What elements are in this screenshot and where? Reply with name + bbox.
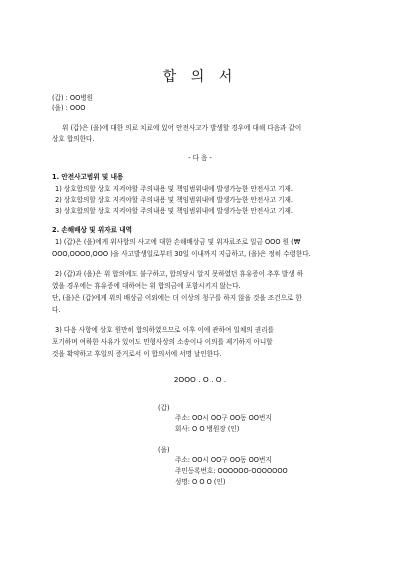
section2-para3-line-2: 포기하며 여하한 사유가 있어도 민형사상의 소송이나 이의를 제기하지 아니할 [52, 338, 273, 346]
signature-eul-name: 성명: O O O (인) [175, 478, 226, 486]
signature-gap-company: 회사: O O 병원장 (인) [175, 425, 240, 433]
heading-da-eum: - 다 음 - [188, 154, 212, 162]
signature-gap-address: 주소: OO시 OO구 OO동 OO번지 [175, 414, 272, 422]
section1-item-1: 1) 상호합의할 상호 지켜야할 주의내용 및 책임범위내에 발생가능한 안전사고 기재. [55, 185, 293, 193]
party-eul: (을) : OOO [52, 104, 86, 112]
section2-para2-line-4: 다. [52, 306, 61, 314]
section2-para1-line-2: OOO,OOOO,OOO )을 사고발생일로부터 30일 이내까지 지급하고, (을)은 정히 수령한다. [52, 250, 311, 258]
signature-eul-label: (을) [158, 446, 170, 454]
intro-line-2: 상호 합의한다. [52, 135, 95, 143]
section2-para3-line-3: 것을 확약하고 후일의 증거로서 이 합의서에 서명 날인한다. [52, 350, 222, 358]
section2-para2-line-1: 2) (갑)과 (을)은 위 합의에도 불구하고, 합의당시 알지 못하였던 휴유증이 추후 발생 하 [55, 270, 304, 278]
section2-heading: 2. 손해배상 및 위자료 내역 [52, 226, 132, 234]
signature-gap-label: (갑) [158, 404, 170, 412]
party-gap: (갑) : OO병원 [52, 94, 94, 102]
intro-line-1: 위 (갑)은 (을)에 대한 의료 치료에 있어 안전사고가 발생할 경우에 대해 다음과 같이 [62, 124, 302, 132]
document-title: 합 의 서 [162, 69, 238, 85]
section2-para1-line-1: 1) (갑)은 (을)에게 위사항의 사고에 대한 손해배상금 및 위자료조로 일금 OOO 원 (₩ [55, 238, 301, 246]
section2-para3-line-1: 3) 다음 사항에 상호 원만히 합의하였으므로 이후 이에 관하여 일체의 권리를 [55, 326, 274, 334]
agreement-date: 2OOO . O . O . [173, 375, 227, 384]
section1-heading: 1. 안전사고범위 및 내용 [52, 173, 124, 181]
section2-para2-line-2: 였을 경우에는 휴유증에 대하여는 위 합의금에 포함시키지 않는다. [52, 282, 241, 290]
section1-item-2: 2) 상호합의할 상호 지켜야할 주의내용 및 책임범위내에 발생가능한 안전사고 기재. [55, 196, 293, 204]
section2-para2-line-3: 단, (을)은 (갑)에게 위의 배상금 이외에는 더 이상의 청구를 하지 않을 것을 조건으로 한 [52, 294, 302, 302]
signature-eul-address: 주소: OO시 OO구 OO동 OO번지 [175, 456, 272, 464]
signature-eul-rrn: 주민등록번호: OOOOOO-OOOOOOO [175, 467, 288, 475]
section1-item-3: 3) 상호합의할 상호 지켜야할 주의내용 및 책임범위내에 발생가능한 안전사고 기재. [55, 207, 293, 215]
